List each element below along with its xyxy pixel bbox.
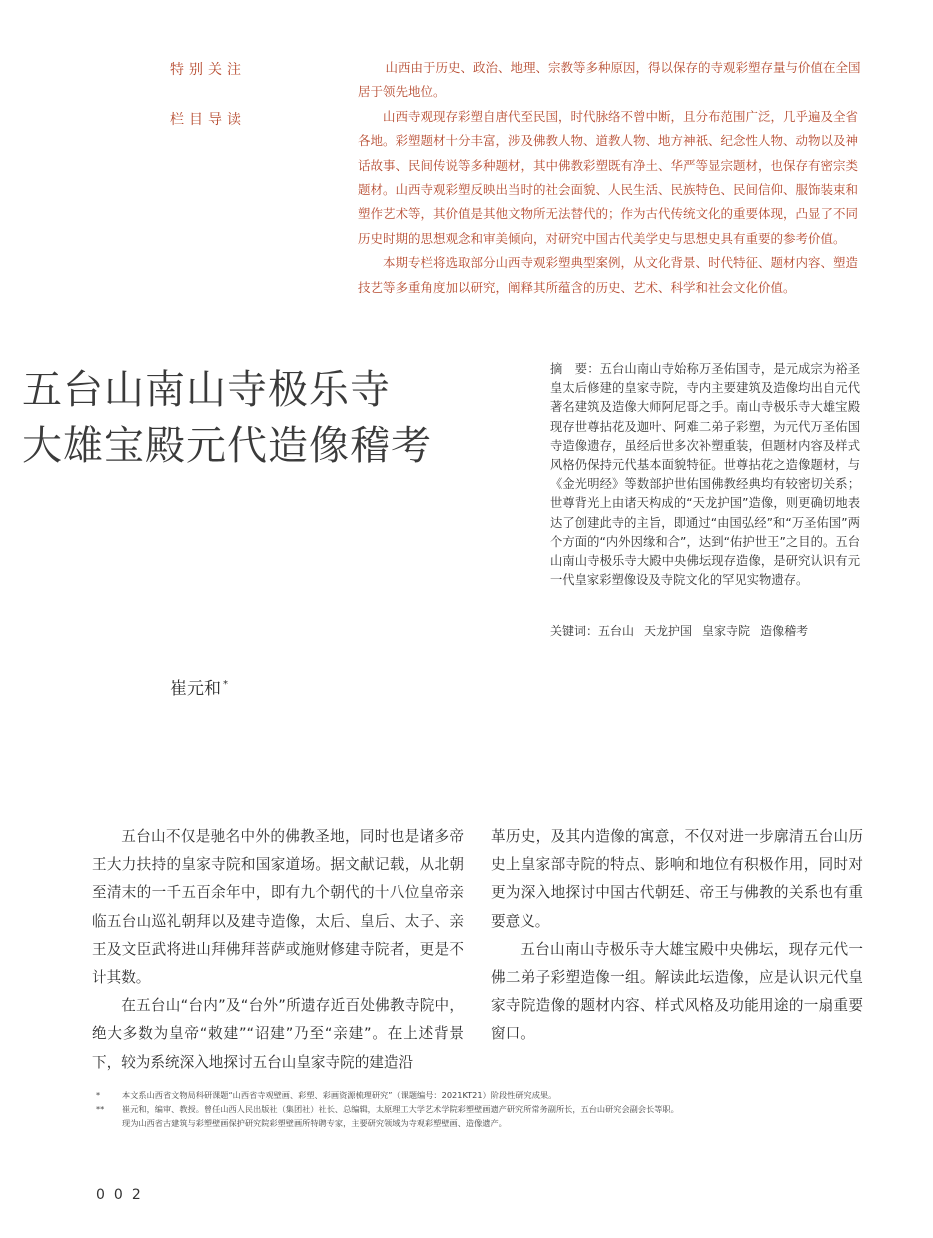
intro-paragraph: 山西由于历史、政治、地理、宗教等多种原因，得以保存的寺观彩塑存量与价值在全国居于领先地位。 — [358, 60, 861, 100]
page-number: 002 — [96, 1187, 150, 1203]
body-column-left — [92, 823, 464, 1077]
footnote-mark: * — [96, 1090, 101, 1100]
footnote-text: 本文系山西省文物局科研课题“山西省寺观壁画、彩塑、彩画资源梳理研究”（课题编号：2021KT21）阶段性研究成果。 — [122, 1090, 557, 1100]
article-title — [22, 362, 542, 474]
footnotes — [96, 1088, 876, 1130]
body-paragraph: 五台山南山寺极乐寺大雄宝殿中央佛坛，现存元代一佛二弟子彩塑造像一组。解读此坛造像，应是认识元代皇家寺院造像的题材内容、样式风格及功能用途的一扇重要窗口。 — [491, 940, 863, 1043]
body-column-right — [491, 823, 863, 1049]
author-footnote-mark: * — [223, 679, 228, 690]
keyword: 皇家寺院 — [702, 624, 751, 638]
keyword: 天龙护国 — [644, 624, 693, 638]
footnote — [96, 1088, 876, 1102]
body-paragraph-continued: 革历史，及其内造像的寓意，不仅对进一步廓清五台山历史上皇家部寺院的特点、影响和地位有积极作用，同时对更为深入地探讨中国古代朝廷、帝王与佛教的关系也有重要意义。 — [491, 828, 863, 930]
column-tag-special: 特别关注 — [170, 62, 246, 78]
keywords — [550, 622, 808, 639]
keyword: 造像稽考 — [760, 624, 809, 638]
title-line: 大雄宝殿元代造像稽考 — [22, 423, 432, 469]
title-line: 五台山南山寺极乐寺 — [22, 367, 391, 413]
footnote-text: 崔元和，编审、教授。曾任山西人民出版社（集团社）社长、总编辑，太原理工大学艺术学院彩塑壁画遗产研究所常务副所长，五台山研究会副会长等职。 — [122, 1104, 679, 1114]
body-paragraph: 在五台山“台内”及“台外”所遗存近百处佛教寺院中，绝大多数为皇帝“敕建”“诏建”乃至“亲建”。在上述背景下，较为系统深入地探讨五台山皇家寺院的建造沿 — [92, 997, 464, 1071]
intro-paragraph: 山西寺观现存彩塑自唐代至民国，时代脉络不曾中断，且分布范围广泛，几乎遍及全省各地。彩塑题材十分丰富，涉及佛教人物、道教人物、地方神祇、纪念性人物、动物以及神话故事、民间传说等多种题材，其中佛教彩塑既有净土、华严等显宗题材，也保存有密宗类题材。山西寺观彩塑反映出当时的社会面貌、人民生活、民族特色、民间信仰、服饰装束和塑作艺术等，其价值是其他文物所无法替代的；作为古代传统文化的重要体现，凸显了不同历史时期的思想观念和审美倾向，对研究中国古代美学史与思想史具有重要的参考价值。 — [358, 108, 859, 246]
keyword: 五台山 — [598, 624, 635, 638]
author — [170, 674, 228, 699]
body-paragraph: 五台山不仅是驰名中外的佛教圣地，同时也是诸多帝王大力扶持的皇家寺院和国家道场。据文献记载，从北朝至清末的一千五百余年中，即有九个朝代的十八位皇帝亲临五台山巡礼朝拜以及建寺造像，太后、皇后、太子、亲王及文臣武将进山拜佛拜菩萨或施财修建寺院者，更是不计其数。 — [92, 828, 464, 987]
footnote — [96, 1116, 876, 1130]
column-tag-guide: 栏目导读 — [170, 112, 246, 128]
footnote-mark: ** — [96, 1104, 105, 1114]
intro-paragraph: 本期专栏将选取部分山西寺观彩塑典型案例，从文化背景、时代特征、题材内容、塑造技艺等多重角度加以研究，阐释其所蕴含的历史、艺术、科学和社会文化价值。 — [358, 255, 859, 295]
column-intro — [358, 56, 866, 300]
author-name: 崔元和 — [170, 679, 221, 699]
footnote — [96, 1102, 876, 1116]
footnote-text: 现为山西省古建筑与彩塑壁画保护研究院彩塑壁画所特聘专家，主要研究领域为寺观彩塑壁画、造像遗产。 — [122, 1118, 507, 1128]
keywords-label: 关键词： — [550, 624, 599, 638]
abstract: 摘 要：五台山南山寺始称万圣佑国寺，是元成宗为裕圣皇太后修建的皇家寺院，寺内主要建筑及造像均出自元代著名建筑及造像大师阿尼哥之手。南山寺极乐寺大雄宝殿现存世尊拈花及迦叶、阿难二弟子彩塑，为元代万圣佑国寺造像遗存，虽经后世多次补塑重装，但题材内容及样式风格仍保持元代基本面貌特征。世尊拈花之造像题材，与《金光明经》等数部护世佑国佛教经典均有较密切关系；世尊背光上由诸天构成的“天龙护国”造像，则更确切地表达了创建此寺的主旨，即通过“由国弘经”和“万圣佑国”两个方面的“内外因缘和合”，达到“佑护世王”之目的。五台山南山寺极乐寺大殿中央佛坛现存造像，是研究认识有元一代皇家彩塑像设及寺院文化的罕见实物遗存。 — [550, 362, 860, 588]
